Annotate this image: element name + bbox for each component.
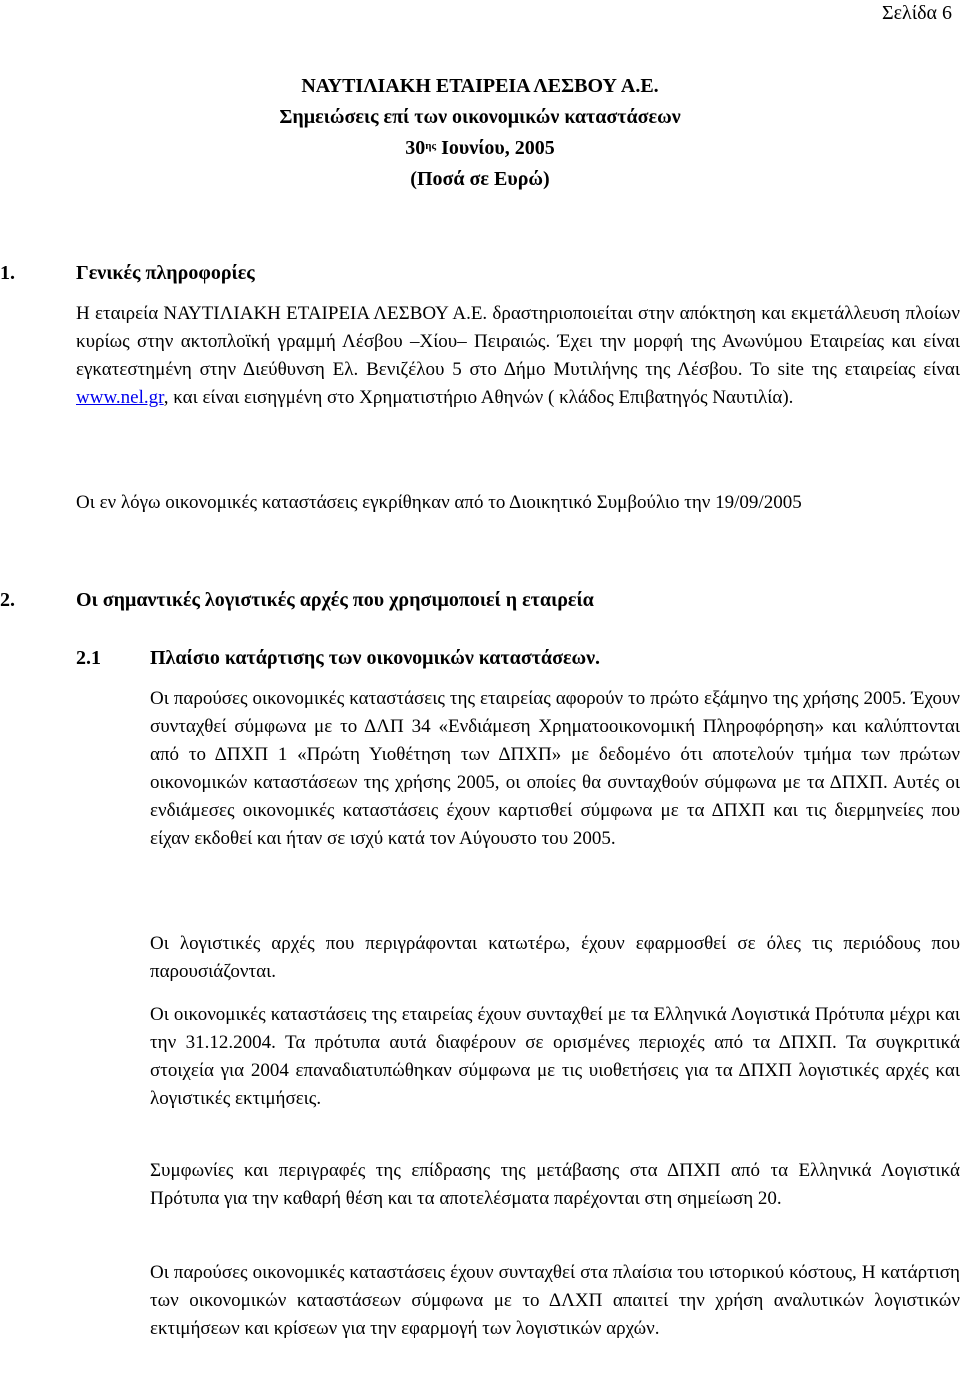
section-1-title: Γενικές πληροφορίες — [76, 262, 255, 284]
section-2-1-title: Πλαίσιο κατάρτισης των οικονομικών καταστάσεων. — [150, 647, 601, 669]
framework-paragraph-3: Οι οικονομικές καταστάσεις της εταιρείας έχουν συνταχθεί με τα Ελληνικά Λογιστικά Πρότυπα μέχρι και την 31.12.2004. Τα πρότυπα αυτά διαφέρουν σε ορισμένες περιοχές από τα ΔΠΧΠ. Τα συγκριτικά στοιχεία για 2004 επαναδιατυπώθηκαν σύμφωνα με τις υιοθετήσεις για τα ΔΠΧΠ λογιστικές αρχές και λογιστικές εκτιμήσεις. — [150, 1004, 960, 1109]
section-2-1-heading — [76, 647, 600, 670]
company-website-link[interactable]: www.nel.gr — [76, 387, 164, 408]
currency-note: (Ποσά σε Ευρώ) — [410, 168, 550, 190]
section-2-heading — [0, 589, 594, 612]
section-2-number: 2. — [0, 589, 15, 611]
framework-paragraph-5: Οι παρούσες οικονομικές καταστάσεις έχουν συνταχθεί στα πλαίσια του ιστορικού κόστους, Η κατάρτιση των οικονομικών καταστάσεων σύμφωνα με το ΔΛΧΠ απαιτεί την χρήση αναλυτικών λογιστικών εκτιμήσεων και κρίσεων για την εφαρμογή των λογιστικών αρχών. — [150, 1262, 960, 1339]
section-1-number: 1. — [0, 262, 15, 284]
section-1-heading — [0, 262, 255, 285]
framework-paragraph-1: Οι παρούσες οικονομικές καταστάσεις της εταιρείας αφορούν το πρώτο εξάμηνο της χρήσης 2005. Έχουν συνταχθεί σύμφωνα με το ΔΛΠ 34 «Ενδιάμεση Χρηματοοικονομική Πληροφόρηση» και καλύπτονται από το ΔΠΧΠ 1 «Πρώτη Υιοθέτηση των ΔΠΧΠ» με δεδομένο ότι αποτελούν τμήμα των πρώτων οικονομικών καταστάσεων της χρήσης 2005, οι οποίες θα συνταχθούν σύμφωνα με τα ΔΠΧΠ. Αυτές οι ενδιάμεσες οικονομικές καταστάσεις έχουν καρτισθεί σύμφωνα με τα ΔΠΧΠ και τις διερμηνείες που είχαν εκδοθεί και ήταν σε ισχύ κατά τον Αύγουστο του 2005. — [150, 688, 960, 849]
page-number: Σελίδα 6 — [881, 2, 952, 24]
company-info-paragraph — [76, 300, 960, 412]
company-info-text-end: , και είναι εισηγμένη στο Χρηματιστήριο Αθηνών ( κλάδος Επιβατηγός Ναυτιλία). — [163, 387, 794, 408]
framework-paragraph-4: Συμφωνίες και περιγραφές της επίδρασης της μετάβασης στα ΔΠΧΠ από τα Ελληνικά Λογιστικά Πρότυπα για την καθαρή θέση και τα αποτελέσματα παρέχονται στη σημείωση 20. — [150, 1160, 960, 1209]
company-info-text: Η εταιρεία ΝΑΥΤΙΛΙΑΚΗ ΕΤΑΙΡΕΙΑ ΛΕΣΒΟΥ Α.Ε. δραστηριοποιείται στην απόκτηση και εκμετάλλευση πλοίων κυρίως στην ακτοπλοϊκή γραμμή Λέσβου –Χίου– Πειραιώς. Έχει την μορφή της Ανωνύμου Εταιρείας και είναι εγκατεστημένη στην Διεύθυνση Ελ. Βενιζέλου 5 στο Δήμο Μυτιλήνης της Λέσβου. Το site της εταιρείας είναι — [76, 303, 960, 380]
notes-subtitle: Σημειώσεις επί των οικονομικών καταστάσεων — [279, 106, 681, 128]
date-month-year: Ιουνίου, 2005 — [436, 137, 555, 159]
approval-paragraph: Οι εν λόγω οικονομικές καταστάσεις εγκρίθηκαν από το Διοικητικό Συμβούλιο την 19/09/2005 — [76, 492, 802, 513]
report-date — [0, 133, 960, 164]
framework-paragraph-2: Οι λογιστικές αρχές που περιγράφονται κατωτέρω, έχουν εφαρμοσθεί σε όλες τις περιόδους που παρουσιάζονται. — [150, 933, 960, 982]
document-header — [0, 71, 960, 195]
company-name: ΝΑΥΤΙΛΙΑΚΗ ΕΤΑΙΡΕΙΑ ΛΕΣΒΟΥ Α.Ε. — [301, 75, 659, 97]
date-suffix: ης — [425, 140, 437, 152]
section-2-title: Οι σημαντικές λογιστικές αρχές που χρησιμοποιεί η εταιρεία — [76, 589, 594, 611]
section-2-1-number: 2.1 — [76, 647, 101, 669]
date-day: 30 — [405, 137, 426, 159]
